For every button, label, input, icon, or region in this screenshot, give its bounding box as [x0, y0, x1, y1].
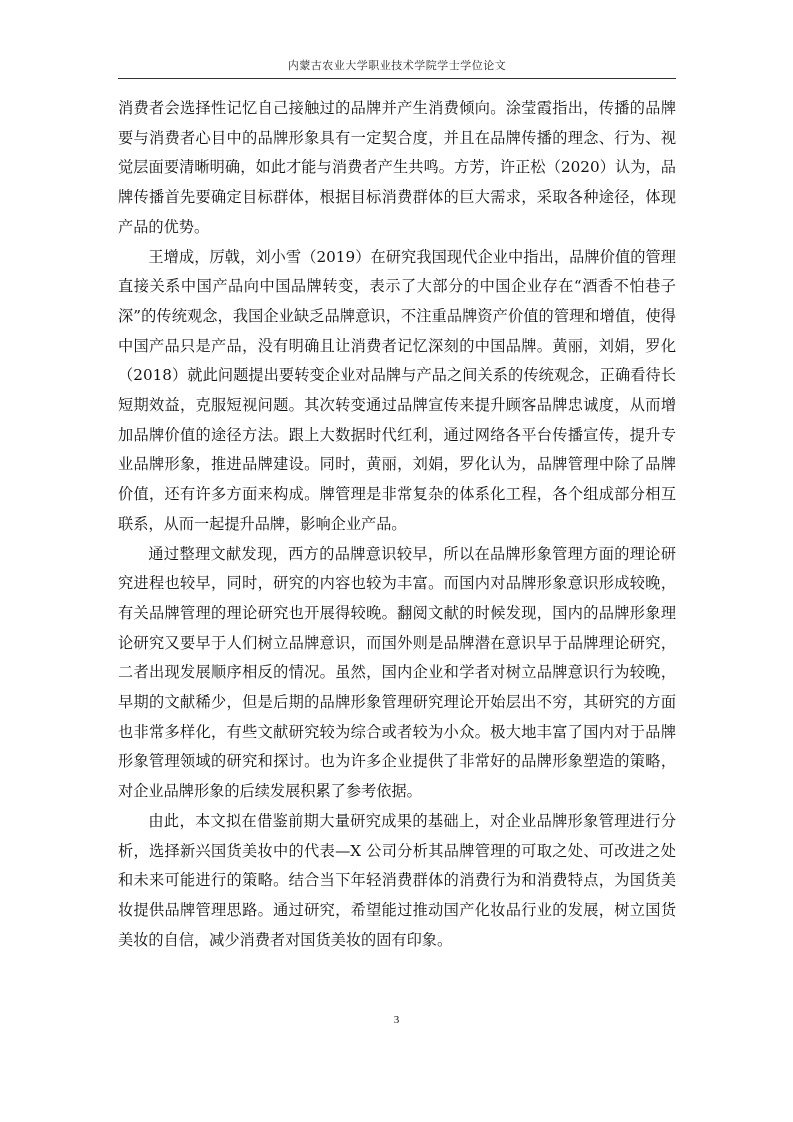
paragraph-research-purpose: 由此，本文拟在借鉴前期大量研究成果的基础上，对企业品牌形象管理进行分析，选择新兴国货美妆中的代表—X 公司分析其品牌管理的可取之处、可改进之处和未来可能进行的策略。结合当下年轻消费群体的消费行为和消费特点，为国货美妆提供品牌管理思路。通过研究，希望能过推动国产化妆品行业的发展，树立国货美妆的自信，减少消费者对国货美妆的固有印象。 [118, 811, 676, 949]
running-header: 内蒙古农业大学职业技术学院学士学位论文 [287, 59, 507, 72]
header-rule [118, 78, 676, 79]
paragraph-literature-review: 通过整理文献发现，西方的品牌意识较早，所以在品牌形象管理方面的理论研究进程也较早，同时，研究的内容也较为丰富。而国内对品牌形象意识形成较晚，有关品牌管理的理论研究也开展得较晚。翻阅文献的时候发现，国内的品牌形象理论研究又要早于人们树立品牌意识，而国外则是品牌潜在意识早于品牌理论研究，二者出现发展顺序相反的情况。虽然，国内企业和学者对树立品牌意识行为较晚，早期的文献稀少，但是后期的品牌形象管理研究理论开始层出不穷，其研究的方面也非常多样化，有些文献研究较为综合或者较为小众。极大地丰富了国内对于品牌形象管理领域的研究和探讨。也为许多企业提供了非常好的品牌形象塑造的策略，对企业品牌形象的后续发展积累了参考依据。 [118, 544, 676, 801]
paragraph-brand-value: 王增成，厉戟，刘小雪（2019）在研究我国现代企业中指出，品牌价值的管理直接关系中国产品向中国品牌转变，表示了大部分的中国企业存在“酒香不怕巷子深”的传统观念，我国企业缺乏品牌意识，不注重品牌资产价值的管理和增值，使得中国产品只是产品，没有明确且让消费者记忆深刻的中国品牌。黄丽，刘娟，罗化（2018）就此问题提出要转变企业对品牌与产品之间关系的传统观念，正确看待长短期效益，克服短视问题。其次转变通过品牌宣传来提升顾客品牌忠诚度，从而增加品牌价值的途径方法。跟上大数据时代红利，通过网络各平台传播宣传，提升专业品牌形象，推进品牌建设。同时，黄丽，刘娟，罗化认为，品牌管理中除了品牌价值，还有许多方面来构成。牌管理是非常复杂的体系化工程，各个组成部分相互联系，从而一起提升品牌，影响企业产品。 [118, 247, 676, 533]
body-text [118, 94, 676, 955]
page-number: 3 [393, 1014, 400, 1026]
paragraph-continued: 消费者会选择性记忆自己接触过的品牌并产生消费倾向。涂莹霞指出，传播的品牌要与消费者心目中的品牌形象具有一定契合度，并且在品牌传播的理念、行为、视觉层面要清晰明确，如此才能与消费者产生共鸣。方芳，许正松（2020）认为，品牌传播首先要确定目标群体，根据目标消费群体的巨大需求，采取各种途径，体现产品的优势。 [118, 99, 676, 236]
